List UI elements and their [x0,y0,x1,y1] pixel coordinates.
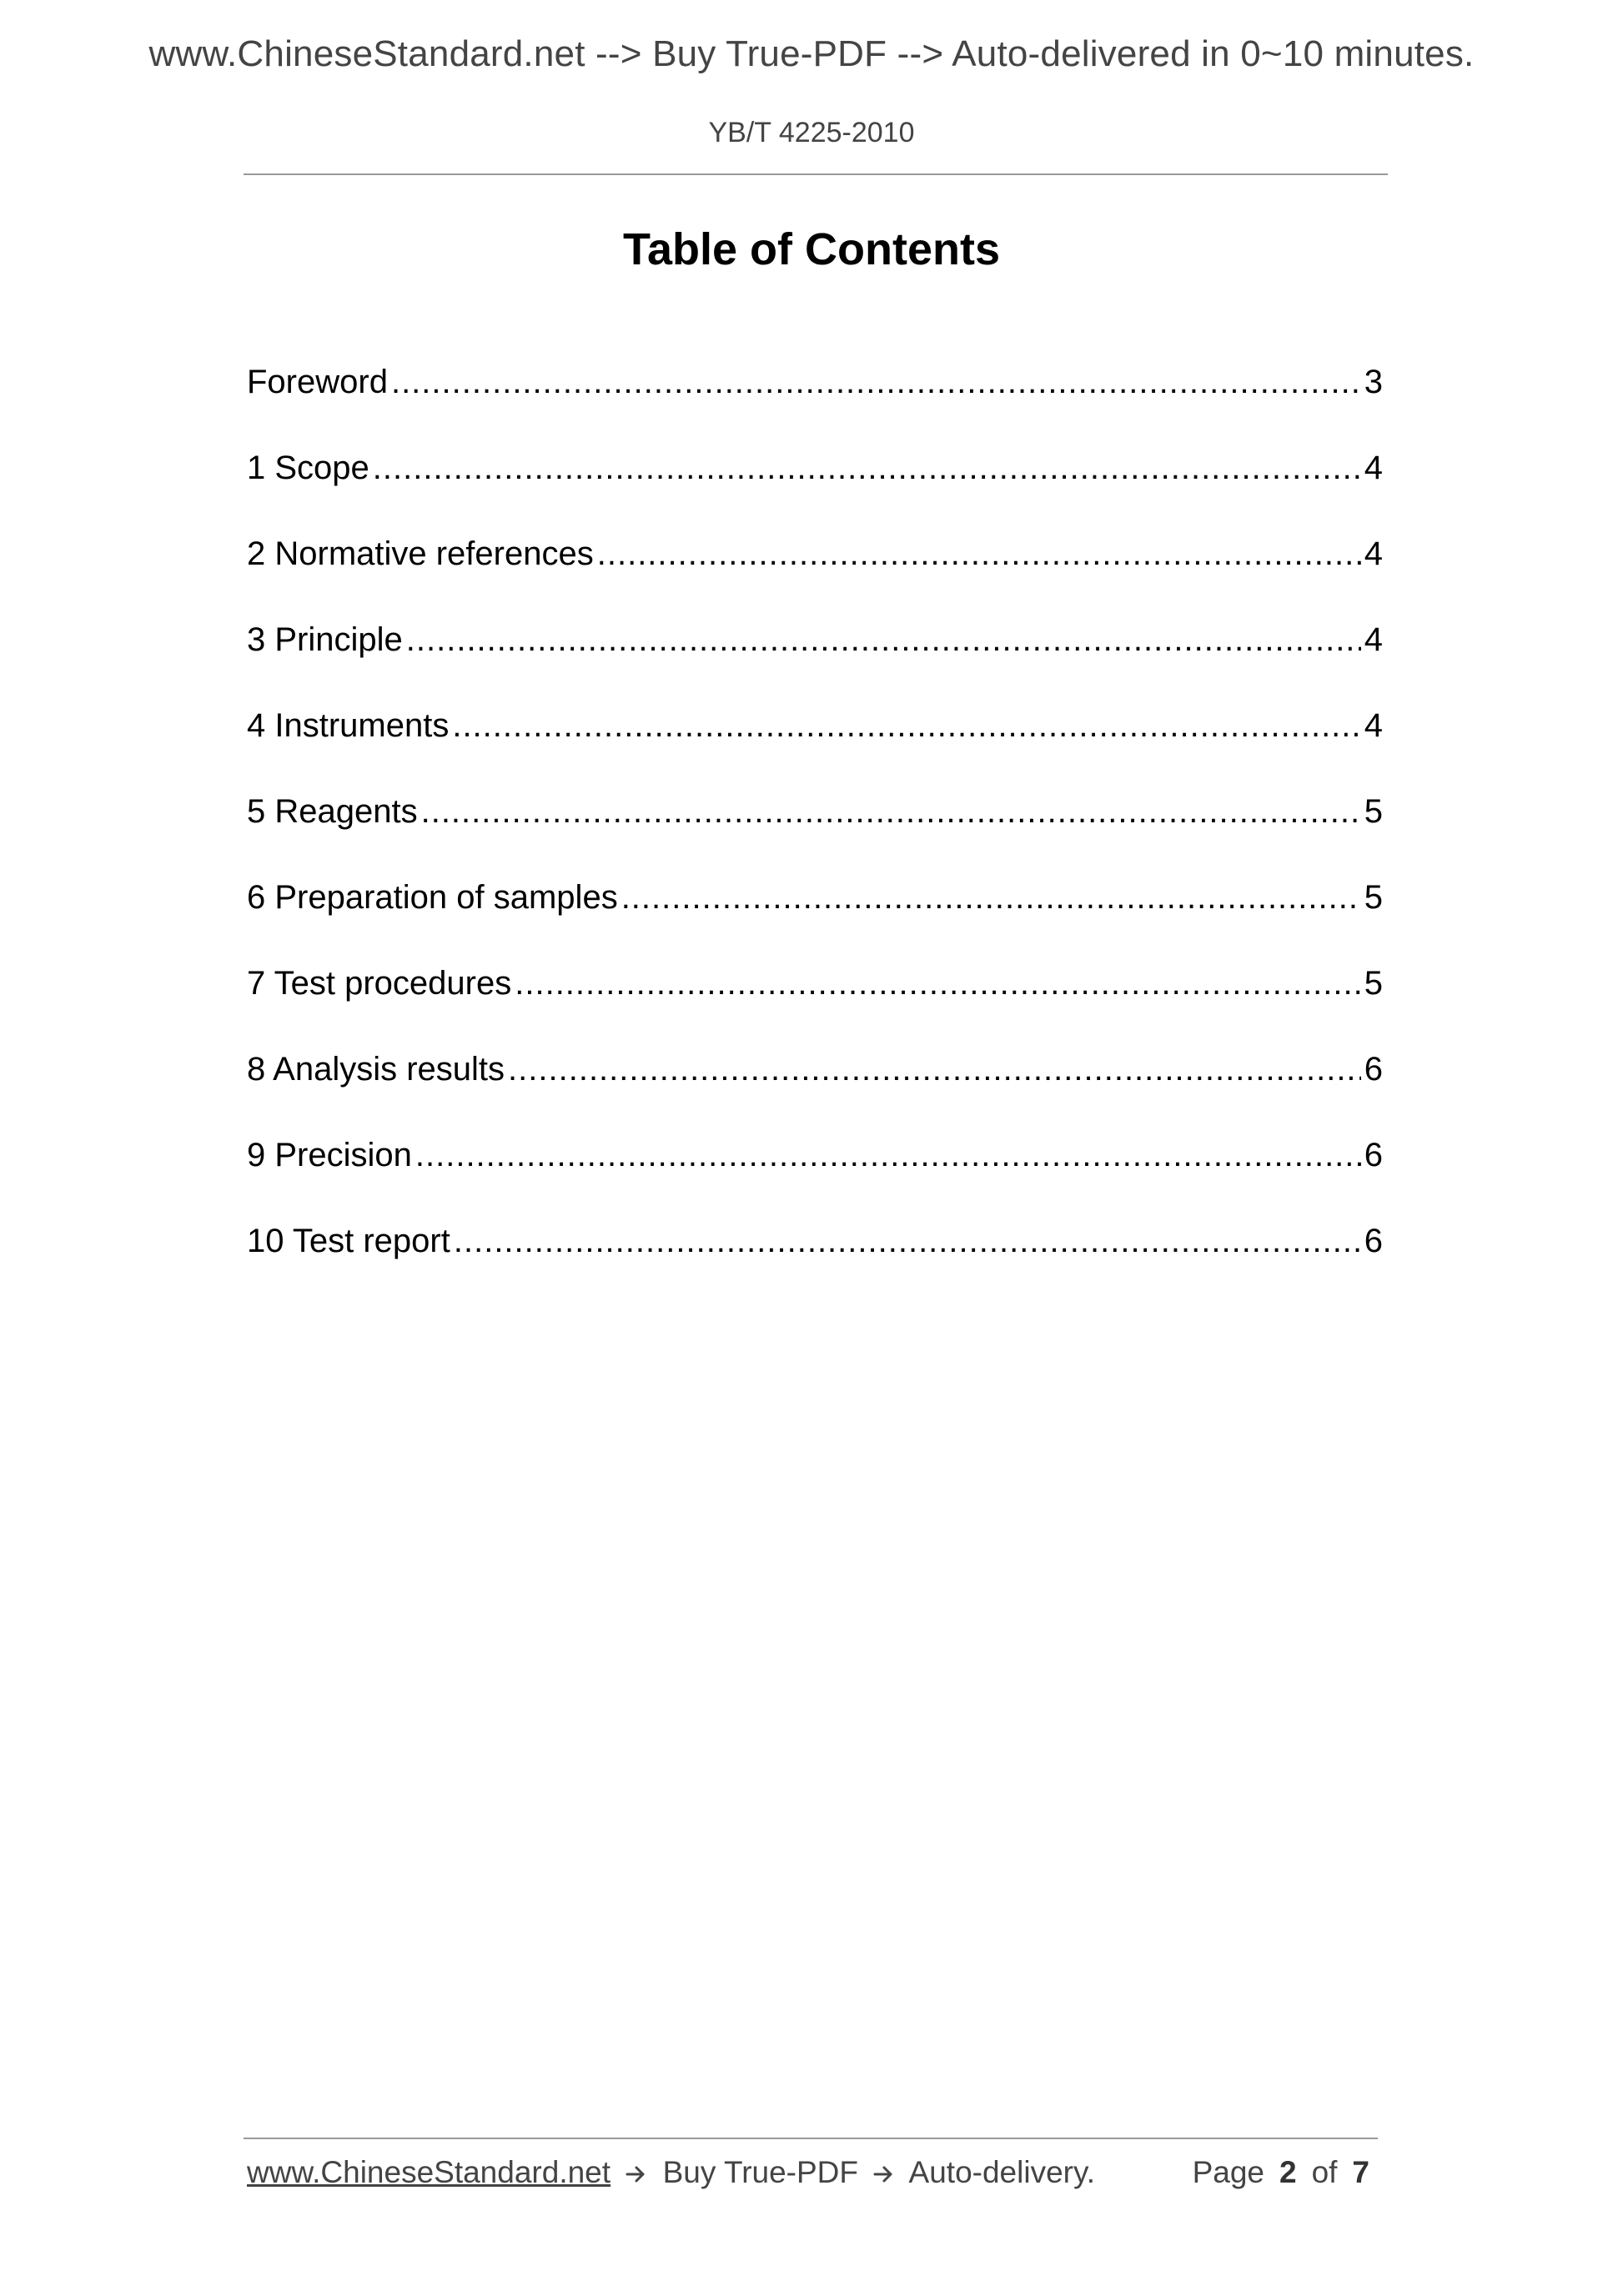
page-footer [247,2155,1378,2205]
toc-dot-leader [597,529,1361,579]
toc-entry-page: 6 [1364,1137,1383,1173]
header-divider [244,173,1388,175]
toc-entry-label: 3 Principle [247,621,403,658]
toc-dot-leader [452,701,1360,751]
toc-entry-preparation-of-samples[interactable] [247,872,1383,958]
toc-entry-label: 1 Scope [247,450,369,486]
toc-dot-leader [391,357,1361,407]
toc-dot-leader [508,1044,1361,1094]
toc-entry-normative-references[interactable] [247,529,1383,615]
toc-entry-label: 5 Reagents [247,793,418,830]
page-counter [1193,2155,1369,2190]
of-word: of [1311,2155,1338,2189]
toc-entry-analysis-results[interactable] [247,1044,1383,1130]
toc-dot-leader [421,786,1361,837]
toc-entry-principle[interactable] [247,615,1383,701]
toc-dot-leader [515,958,1361,1008]
toc-list [247,357,1383,1302]
toc-entry-label: 4 Instruments [247,707,450,744]
page-word: Page [1192,2155,1264,2189]
toc-entry-foreword[interactable] [247,357,1383,443]
toc-entry-label: 7 Test procedures [247,965,512,1002]
toc-entry-reagents[interactable] [247,786,1383,872]
toc-entry-page: 6 [1364,1051,1383,1088]
top-banner: www.ChineseStandard.net --> Buy True-PDF --> Auto-delivered in 0~10 minutes. [148,33,1475,74]
toc-entry-page: 5 [1364,879,1383,916]
toc-entry-test-report[interactable] [247,1216,1383,1302]
toc-entry-label: 8 Analysis results [247,1051,505,1088]
toc-dot-leader [406,615,1361,665]
toc-entry-page: 4 [1364,450,1383,486]
toc-dot-leader [415,1130,1361,1180]
total-page-number: 7 [1352,2155,1369,2189]
footer-site-link[interactable]: www.ChineseStandard.net [247,2155,611,2189]
current-page-number: 2 [1279,2155,1297,2189]
footer-left [247,2155,1095,2190]
toc-entry-page: 4 [1364,621,1383,658]
right-arrow-icon [873,2155,895,2190]
toc-entry-page: 5 [1364,965,1383,1002]
right-arrow-icon [626,2155,647,2190]
toc-dot-leader [621,872,1361,922]
toc-entry-precision[interactable] [247,1130,1383,1216]
toc-entry-page: 4 [1364,535,1383,572]
toc-entry-label: 2 Normative references [247,535,594,572]
toc-entry-label: 10 Test report [247,1223,450,1259]
toc-dot-leader [373,443,1361,493]
toc-entry-label: 6 Preparation of samples [247,879,618,916]
page-title: Table of Contents [623,224,1000,274]
toc-entry-label: Foreword [247,364,388,400]
document-code: YB/T 4225-2010 [708,117,915,148]
toc-entry-page: 4 [1364,707,1383,744]
toc-entry-page: 5 [1364,793,1383,830]
toc-entry-instruments[interactable] [247,701,1383,786]
footer-divider [244,2138,1378,2139]
footer-buy-text: Buy True-PDF [662,2155,859,2189]
footer-delivery-text: Auto-delivery. [908,2155,1096,2189]
toc-entry-page: 6 [1364,1223,1383,1259]
toc-entry-page: 3 [1364,364,1383,400]
toc-entry-label: 9 Precision [247,1137,412,1173]
toc-dot-leader [454,1216,1361,1266]
toc-entry-test-procedures[interactable] [247,958,1383,1044]
toc-entry-scope[interactable] [247,443,1383,529]
